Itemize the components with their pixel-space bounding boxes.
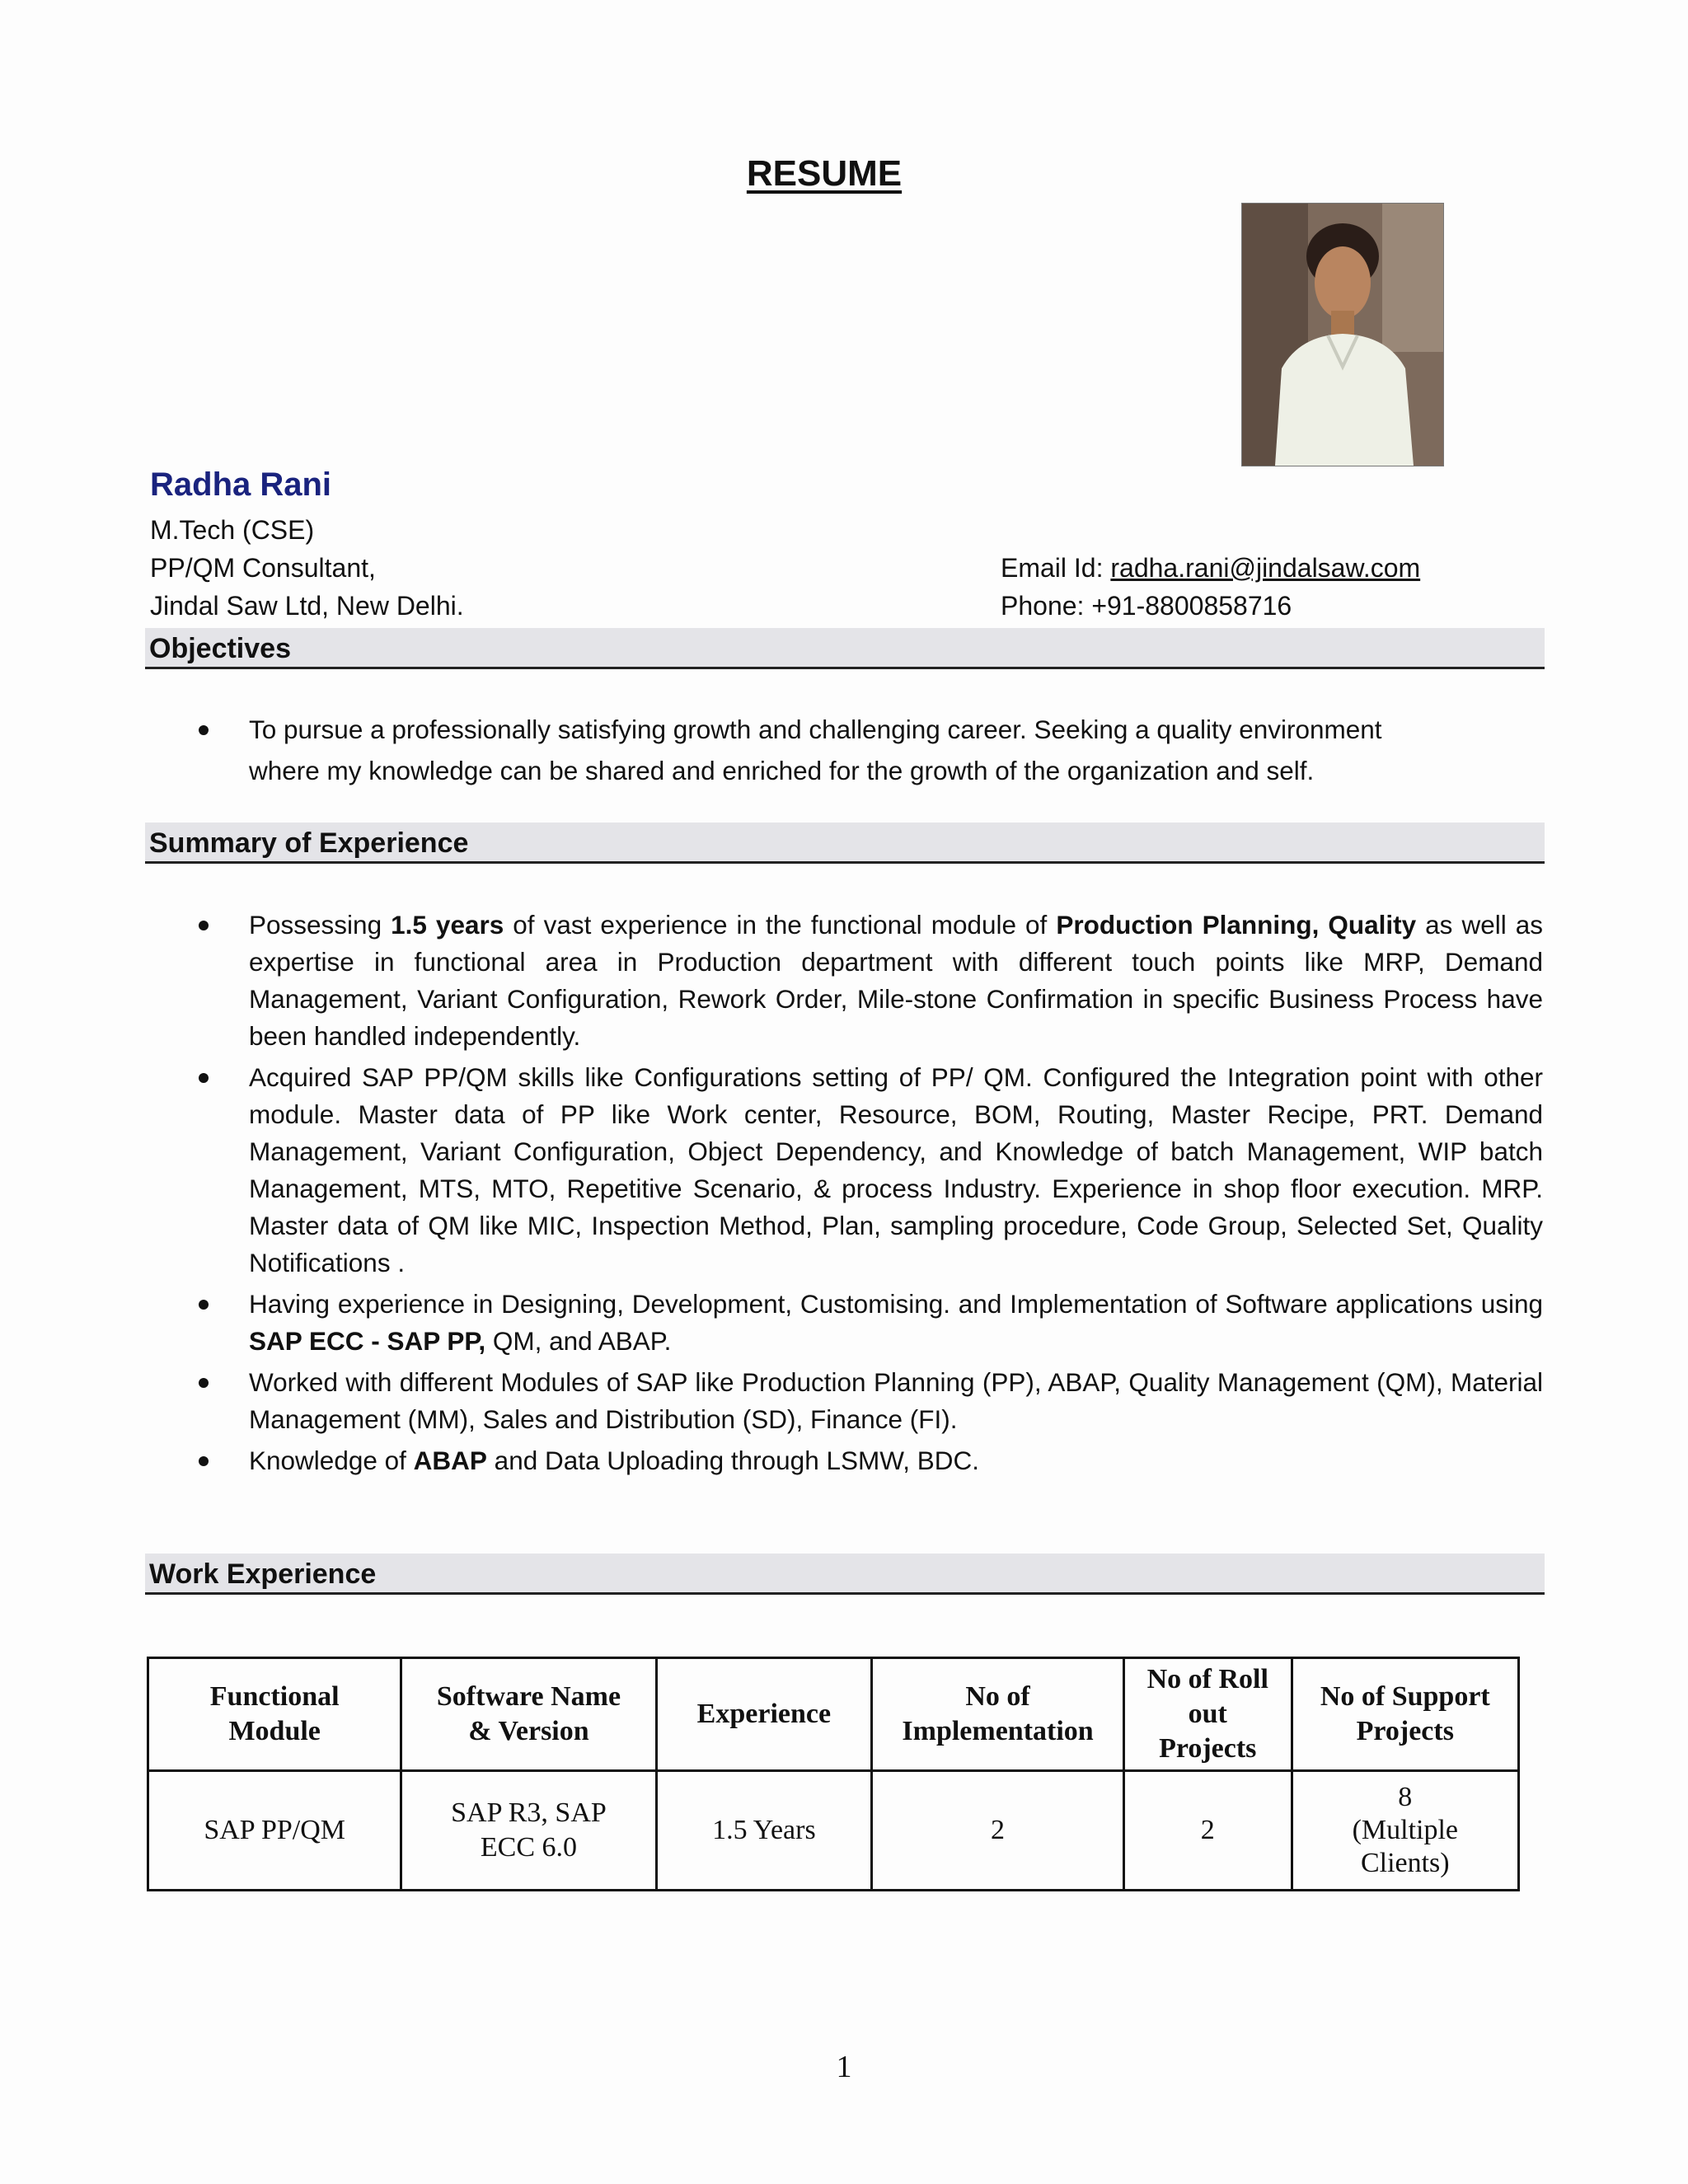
bullet-icon [199,1073,209,1083]
list-item: Acquired SAP PP/QM skills like Configurations setting of PP/ QM. Configured the Integration point with other module. Master data of PP like Work center, Resource, BOM, Routing, Master Recipe, PRT. Demand Management, Variant Configuration, Object Dependency, and Knowledge of batch Management, WIP batch Management, MTS, MTO, Repetitive Scenario, & process Industry. Experience in shop floor execution. MRP. Master data of QM like MIC, Inspection Method, Plan, sampling procedure, Code Group, Selected Set, Quality Notifications . [145,1059,1543,1282]
email-line [1001,549,1420,587]
bullet-icon [199,725,209,735]
work-heading: Work Experience [149,1558,377,1590]
list-item: Knowledge of ABAP and Data Uploading through LSMW, BDC. [145,1442,1543,1479]
person-photo-icon [1242,204,1443,466]
summary-list [145,907,1543,1483]
objectives-heading: Objectives [149,633,291,664]
bullet-icon [199,1378,209,1388]
degree: M.Tech (CSE) [150,515,315,545]
table-row [148,1771,1519,1891]
company: Jindal Saw Ltd, New Delhi. [150,591,464,621]
column-header: Software Name & Version [401,1658,656,1771]
page-number: 1 [836,2050,852,2084]
email-label: Email Id: [1001,553,1111,583]
table-header-row [148,1658,1519,1771]
table-cell: 2 [872,1771,1124,1891]
table-cell: SAP PP/QM [148,1771,401,1891]
bullet-icon [199,921,209,930]
column-header: No of Roll out Projects [1123,1658,1292,1771]
objectives-heading-bar [145,628,1545,669]
work-heading-bar [145,1554,1545,1595]
candidate-name: Radha Rani [150,466,332,503]
email-link[interactable]: radha.rani@jindalsaw.com [1110,553,1421,583]
table-cell: 8 (Multiple Clients) [1292,1771,1518,1891]
list-item: Worked with different Modules of SAP like Production Planning (PP), ABAP, Quality Management (QM), Material Management (MM), Sales and Distribution (SD), Finance (FI). [145,1364,1543,1438]
table-cell: 1.5 Years [656,1771,872,1891]
summary-heading-bar [145,823,1545,864]
list-item: To pursue a professionally satisfying growth and challenging career. Seeking a quality environment where my knowledge can be shared and enriched for the growth of the organization and self. [145,709,1543,791]
profile-photo [1241,203,1444,466]
column-header: No of Support Projects [1292,1658,1518,1771]
bullet-icon [199,1456,209,1466]
phone: Phone: +91-8800858716 [1001,591,1292,621]
table-cell: 2 [1123,1771,1292,1891]
column-header: No of Implementation [872,1658,1124,1771]
column-header: Functional Module [148,1658,401,1771]
role: PP/QM Consultant, [150,553,376,583]
bullet-icon [199,1300,209,1310]
summary-heading: Summary of Experience [149,827,469,859]
table-cell: SAP R3, SAP ECC 6.0 [401,1771,656,1891]
list-item: Having experience in Designing, Development, Customising. and Implementation of Software applications using SAP ECC - SAP PP, QM, and ABAP. [145,1286,1543,1360]
document-title: RESUME [746,153,903,194]
list-item: Possessing 1.5 years of vast experience in the functional module of Production Planning, Quality as well as expertise in functional area in Production department with different touch points like MRP, Demand Management, Variant Configuration, Rework Order, Mile-stone Confirmation in specific Business Process have been handled independently. [145,907,1543,1055]
work-experience-table [147,1657,1520,1891]
objectives-list [145,709,1543,795]
column-header: Experience [656,1658,872,1771]
